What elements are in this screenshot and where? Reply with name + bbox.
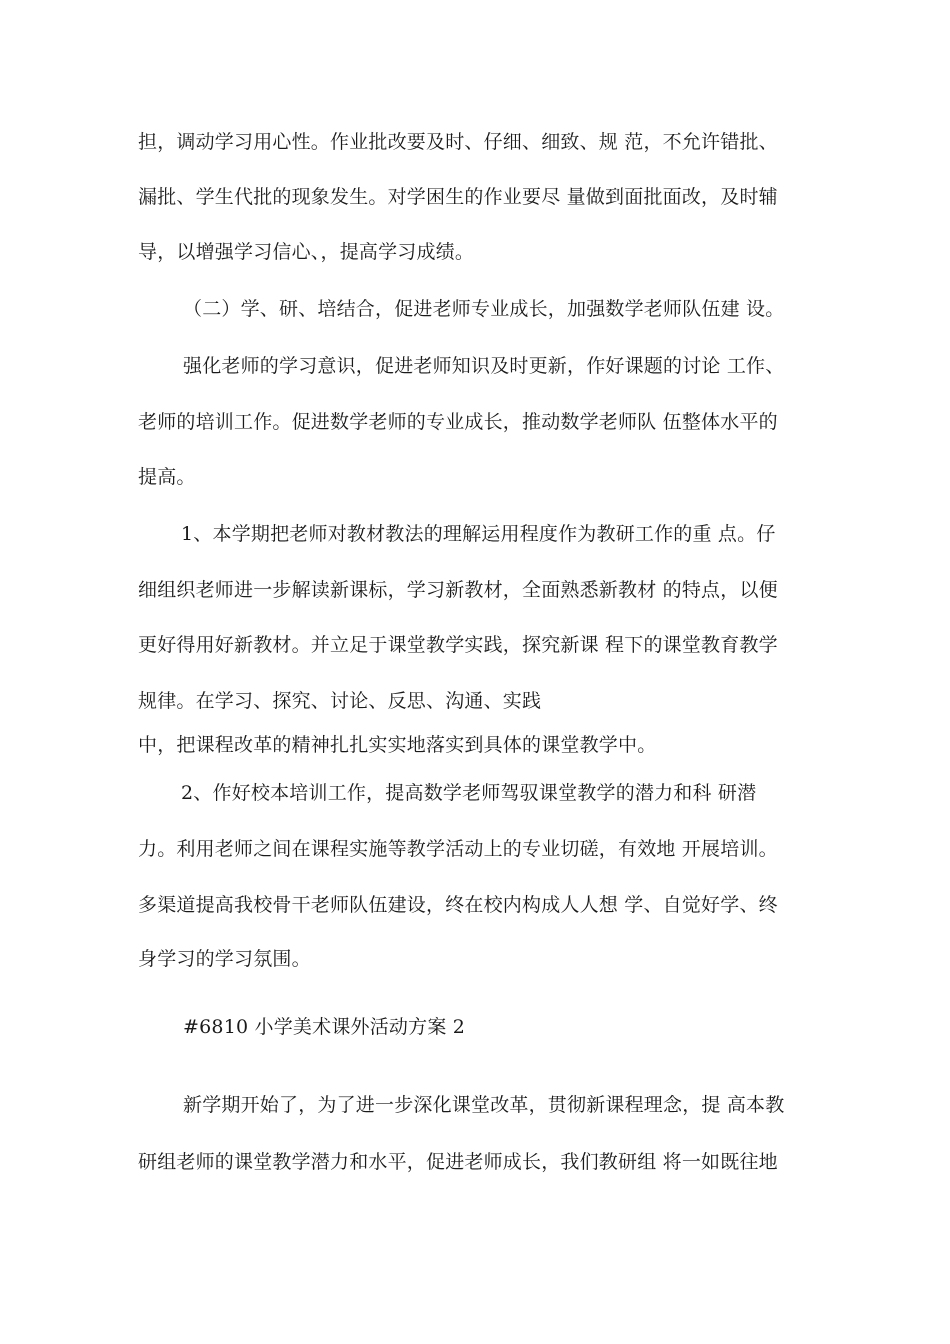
text-line: 提高。 <box>138 466 196 488</box>
section-heading: （二）学、研、培结合，促进老师专业成长，加强数学老师队伍建 设。 <box>183 298 785 320</box>
text-line: 研组老师的课堂教学潜力和水平，促进老师成长，我们教研组 将一如既往地 <box>138 1151 778 1173</box>
text-line: 2、作好校本培训工作，提高数学老师驾驭课堂教学的潜力和科 研潜 <box>181 782 757 804</box>
text-line: 1、本学期把老师对教材教法的理解运用程度作为教研工作的重 点。仔 <box>181 523 776 545</box>
text-line: 导，以增强学习信心、，提高学习成绩。 <box>138 241 475 263</box>
text-line: 老师的培训工作。促进数学老师的专业成长，推动数学老师队 伍整体水平的 <box>138 411 778 433</box>
text-line: 更好得用好新教材。并立足于课堂教学实践，探究新课 程下的课堂教育教学 <box>138 634 778 656</box>
text-line: 漏批、学生代批的现象发生。对学困生的作业要尽 量做到面批面改，及时辅 <box>138 186 778 208</box>
text-line: 中，把课程改革的精神扎扎实实地落实到具体的课堂教学中。 <box>138 734 657 756</box>
section-title: #6810 小学美术课外活动方案 2 <box>183 1016 466 1038</box>
text-line: 多渠道提高我校骨干老师队伍建设，终在校内构成人人想 学、自觉好学、终 <box>138 894 778 916</box>
text-line: 担，调动学习用心性。作业批改要及时、仔细、细致、规 范，不允许错批、 <box>138 131 778 153</box>
text-line: 细组织老师进一步解读新课标，学习新教材，全面熟悉新教材 的特点，以便 <box>138 579 778 601</box>
text-line: 强化老师的学习意识，促进老师知识及时更新，作好课题的讨论 工作、 <box>183 355 785 377</box>
text-line: 身学习的学习氛围。 <box>138 948 311 970</box>
text-line: 规律。在学习、探究、讨论、反思、沟通、实践 <box>138 690 542 712</box>
text-line: 新学期开始了，为了进一步深化课堂改革，贯彻新课程理念，提 高本教 <box>183 1094 785 1116</box>
text-line: 力。利用老师之间在课程实施等教学活动上的专业切磋，有效地 开展培训。 <box>138 838 778 860</box>
